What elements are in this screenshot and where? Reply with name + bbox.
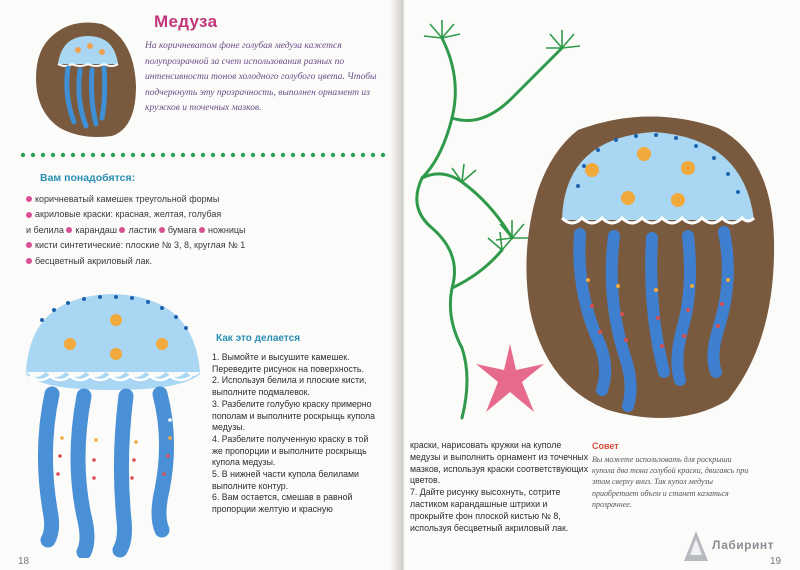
page-number-right: 19 [770,556,782,567]
step-item: 4. Разбелите полученную краску в той же пропорции и выполните роскрыщь купола медузы. [212,433,369,468]
dot-divider [20,150,390,160]
step-item: краски, нарисовать кружки на куполе медузы и выполнить орнамент из точечных мазков, используя краски соответствующих цветов. [410,440,589,486]
step-item: 1. Вымойте и высушите камешек. Переведите рисунок на поверхность. [212,352,364,374]
step-item: 5. В нижней части купола белилами выполните контур. [212,469,359,491]
material-item: карандаш [75,224,117,235]
steps-continuation [410,440,590,534]
bullet-icon [159,227,165,233]
material-item: ластик [128,224,157,235]
material-item: кисти синтетические: плоские № 3, 8, круглая № 1 [35,240,246,251]
tip-heading: Совет [592,441,619,451]
material-item: и белила [26,224,64,235]
intro-text: На коричневатом фоне голубая медуза кажется полупрозрачной за счет использования разных по интенсивности тонов холодного голубого цвета. Чтобы подчеркнуть эту прозрачность, выполнен орнамент из кружков и точечных мазков. [145,41,377,114]
tip-text: Вы можете использовать для роскрыши купола два тона голубой краски, двигаясь при этом сверху вниз. Так купол медузы приобретает объем и станет казаться прозрачнее. [592,455,749,509]
step-item: 7. Дайте рисунку высохнуть, сотрите ластиком карандашные штрихи и прокрыйте фон плоской кистью № 8, используя бесцветный акриловый лак. [410,487,569,533]
jellyfish-template-illustration [22,290,204,558]
materials-list [26,192,306,269]
left-page [0,0,398,570]
material-item: акриловые краски: красная, желтая, голубая [35,209,222,220]
bullet-icon [199,227,205,233]
page-title: Медуза [154,12,218,31]
step-item: 2. Используя белила и плоские кисти, выполните подмалевок. [212,375,367,398]
page-number-left: 18 [18,556,30,567]
material-item: бумага [167,224,197,235]
bullet-icon [26,212,32,218]
stone-jellyfish-thumbnail [32,16,140,141]
materials-row [26,192,306,207]
how-to-heading: Как это делается [216,333,301,344]
starfish-illustration [470,340,550,420]
bullet-icon [119,227,125,233]
step-item: 6. Вам остается, смешав в равной пропорции желтую и красную [212,492,353,515]
materials-heading: Вам понадобятся: [40,172,136,184]
painted-stone-jellyfish [518,110,778,430]
material-item: ножницы [207,224,246,235]
bullet-icon [26,242,32,248]
material-item: бесцветный акриловый лак. [35,255,152,266]
step-item: 3. Разбелите голубую краску примерно пополам и выполните роскрыщь купола медузы. [212,398,375,433]
materials-row [26,207,306,222]
material-item: коричневатый камешек треугольной формы [35,194,220,204]
steps-list [212,352,380,516]
bullet-icon [66,227,72,233]
materials-row [26,254,306,269]
bullet-icon [26,196,32,202]
bullet-icon [26,258,32,264]
watermark-text: Лабиринт [712,538,775,552]
materials-row [26,238,306,253]
materials-row [26,223,306,238]
